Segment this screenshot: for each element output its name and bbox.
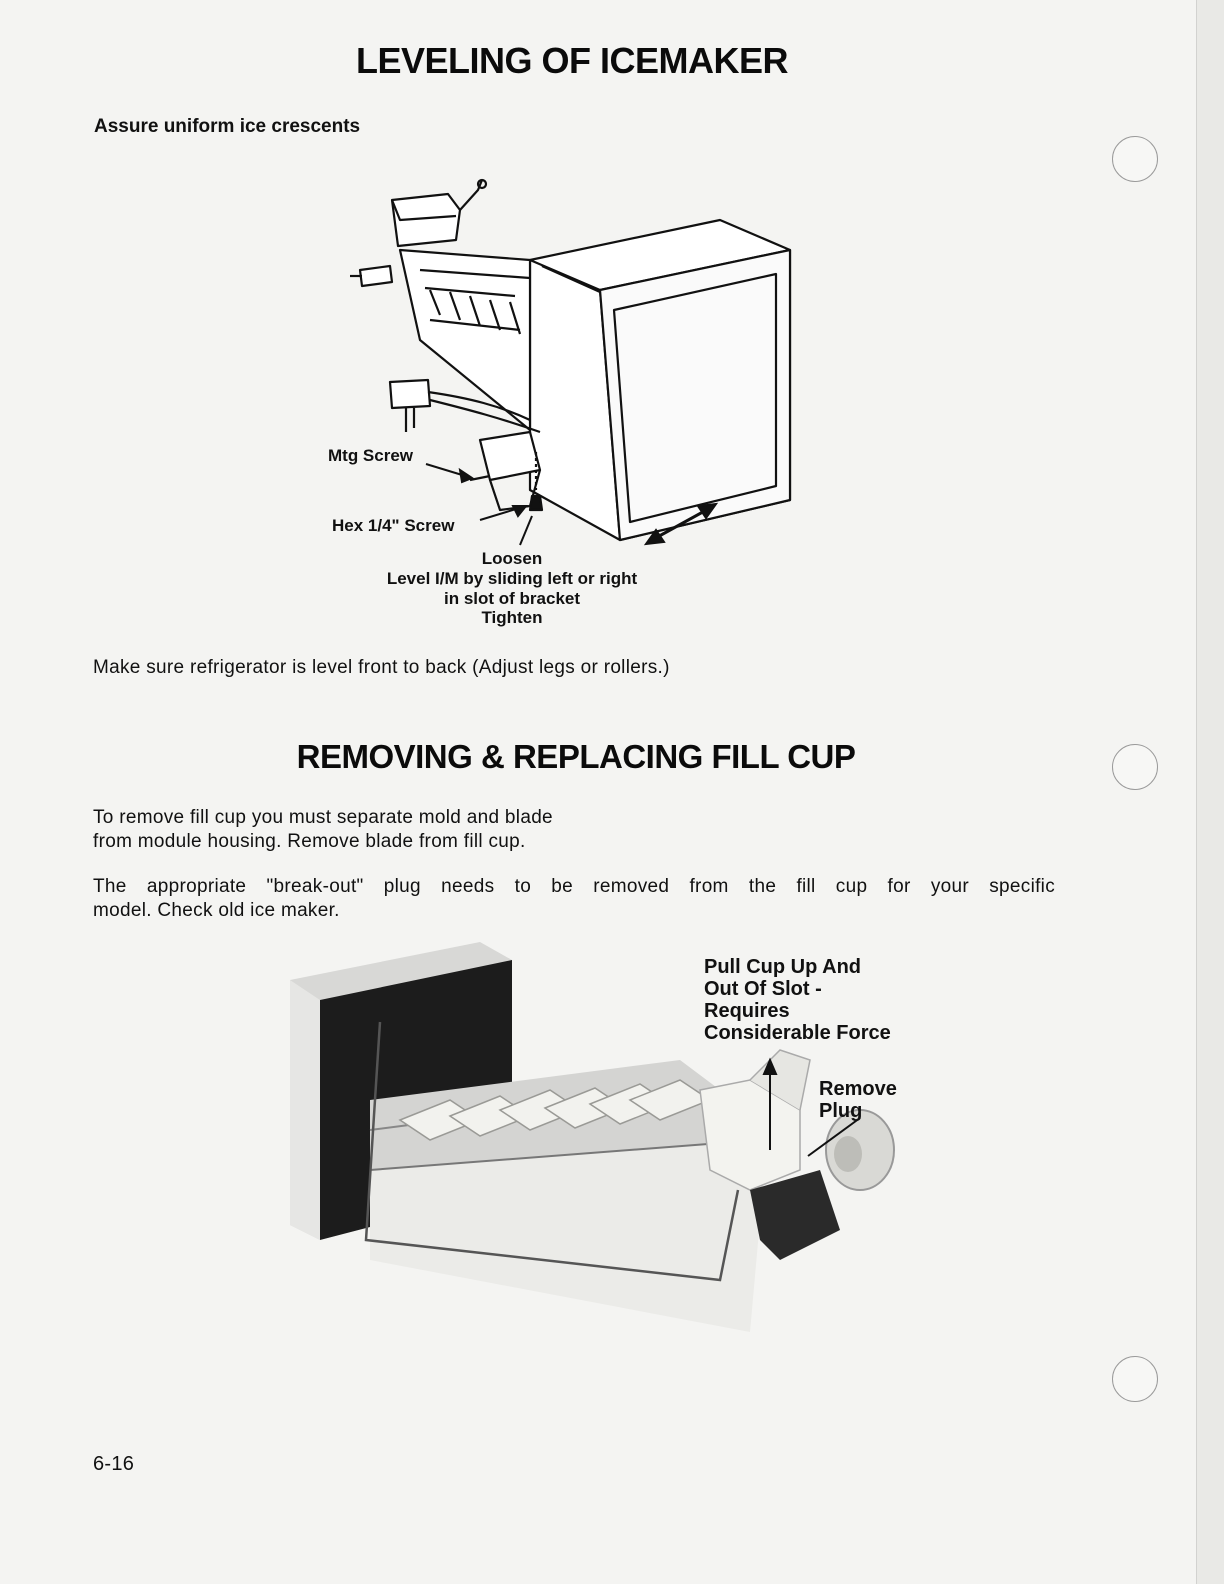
para2-line1: The appropriate "break-out" plug needs to be removed from the fill cup for your specific	[93, 876, 1055, 897]
callout-remove-2: Plug	[819, 1100, 863, 1122]
para1-line1: To remove fill cup you must separate mold and blade	[93, 807, 553, 828]
callout-loosen: Loosen	[481, 549, 543, 568]
page-edge	[1196, 0, 1224, 1584]
callout-pull-3: Requires	[704, 1000, 790, 1022]
punch-hole-bottom	[1112, 1356, 1158, 1402]
callout-pull-4: Considerable Force	[704, 1022, 891, 1044]
callout-mtg-screw: Mtg Screw	[328, 446, 414, 465]
fill-cup-photo	[280, 940, 920, 1340]
callout-tighten: Tighten	[481, 608, 543, 627]
callout-slot: in slot of bracket	[443, 589, 581, 608]
para2-line2: model. Check old ice maker.	[93, 900, 340, 921]
section-title-fill-cup: REMOVING & REPLACING FILL CUP	[296, 738, 856, 775]
callout-hex-screw: Hex 1/4" Screw	[332, 516, 455, 535]
callout-remove-1: Remove	[819, 1078, 897, 1100]
callout-pull-1: Pull Cup Up And	[704, 956, 862, 978]
icemaker-leveling-diagram	[330, 170, 850, 560]
callout-level: Level I/M by sliding left or right	[386, 569, 638, 588]
para1-line2: from module housing. Remove blade from fill cup.	[93, 831, 526, 852]
level-note: Make sure refrigerator is level front to back (Adjust legs or rollers.)	[93, 657, 670, 678]
section-subtitle: Assure uniform ice crescents	[94, 116, 361, 137]
punch-hole-top	[1112, 136, 1158, 182]
page-number: 6-16	[93, 1453, 135, 1475]
section-title-leveling: LEVELING OF ICEMAKER	[355, 40, 789, 81]
callout-pull-2: Out Of Slot -	[704, 978, 822, 1000]
